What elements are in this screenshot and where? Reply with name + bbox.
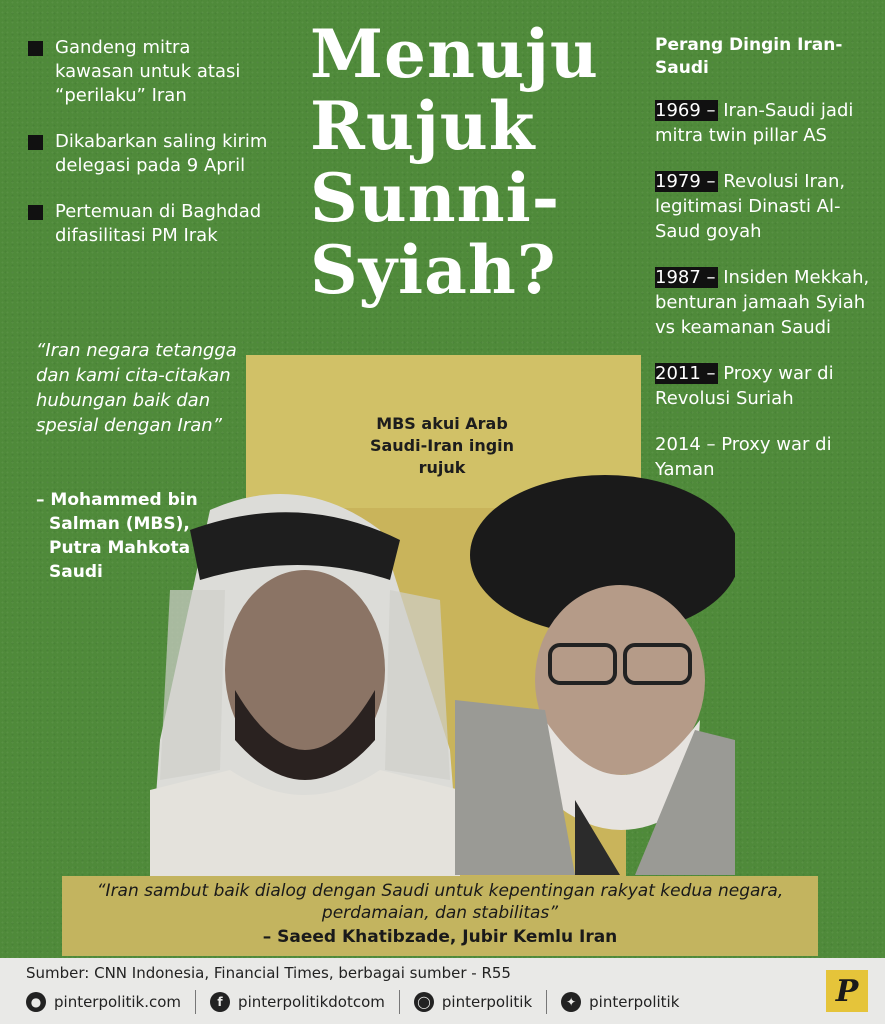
bullet-item [28, 200, 268, 248]
bullet-text: Pertemuan di Baghdad difasilitasi PM Irak [55, 201, 262, 246]
title-line: Rujuk [310, 87, 536, 165]
bullet-text: Dikabarkan saling kirim delegasi pada 9 April [55, 131, 268, 176]
bottom-quote-box [62, 876, 818, 956]
timeline-item [655, 432, 875, 482]
divider [546, 990, 547, 1014]
mbs-portrait-image [150, 490, 460, 880]
source-text: Sumber: CNN Indonesia, Financial Times, berbagai sumber - R55 [26, 964, 511, 982]
timeline-item [655, 98, 875, 148]
timeline-year: 1969 – [655, 100, 716, 121]
timeline-text: Insiden Mekkah, benturan jamaah Syiah vs keamanan Saudi [655, 267, 870, 338]
globe-icon: ● [26, 992, 46, 1012]
twitter-link[interactable] [561, 992, 679, 1012]
timeline-text: Revolusi Iran, legitimasi Dinasti Al-Saud goyah [655, 171, 846, 242]
bullet-square-icon [28, 41, 43, 56]
mbs-quote: “Iran negara tetangga dan kami cita-citakan hubungan baik dan spesial dengan Iran” [36, 340, 237, 436]
timeline-text: Proxy war di Revolusi Suriah [655, 363, 834, 409]
instagram-link[interactable] [414, 992, 532, 1012]
timeline-text: 2014 – Proxy war di Yaman [655, 434, 832, 480]
facebook-icon: f [210, 992, 230, 1012]
mbs-attribution-line2: Salman (MBS), Putra Mahkota Saudi [49, 514, 191, 582]
timeline-item [655, 361, 875, 411]
bullet-square-icon [28, 205, 43, 220]
timeline-item [655, 265, 875, 340]
instagram-icon: ◯ [414, 992, 434, 1012]
instagram-label: pinterpolitik [441, 993, 533, 1011]
timeline-text: Iran-Saudi jadi mitra twin pillar AS [655, 100, 854, 146]
mbs-attribution-line1: – Mohammed bin [36, 490, 198, 510]
timeline-year: 2011 – [655, 363, 716, 384]
title-line: Sunni- [310, 159, 561, 237]
social-links [26, 990, 679, 1014]
bullet-square-icon [28, 135, 43, 150]
divider [399, 990, 400, 1014]
twitter-icon: ✦ [561, 992, 581, 1012]
bullet-item [28, 36, 268, 108]
website-link[interactable] [26, 992, 181, 1012]
facebook-link[interactable] [210, 992, 385, 1012]
timeline-item [655, 169, 875, 244]
bottom-quote-text: “Iran sambut baik dialog dengan Saudi untuk kepentingan rakyat kedua negara, perdamaian, dan stabilitas” [96, 881, 784, 923]
footer [0, 958, 885, 1024]
timeline-year: 1987 – [655, 267, 716, 288]
twitter-label: pinterpolitik [589, 993, 680, 1011]
khamenei-portrait-image [455, 470, 735, 875]
bullet-text: Gandeng mitra kawasan untuk atasi “perilaku” Iran [55, 37, 241, 106]
main-title [310, 15, 599, 309]
timeline [655, 34, 875, 503]
website-label: pinterpolitik.com [54, 993, 182, 1011]
divider [195, 990, 196, 1014]
title-line: Syiah? [310, 231, 557, 309]
bullet-item [28, 130, 268, 178]
bullet-list [28, 36, 268, 270]
timeline-heading: Perang Dingin Iran-Saudi [655, 35, 843, 78]
facebook-label: pinterpolitikdotcom [238, 993, 385, 1011]
timeline-year: 1979 – [655, 171, 716, 192]
pinterpolitik-logo: P [826, 970, 868, 1012]
bottom-quote-attribution: – Saeed Khatibzade, Jubir Kemlu Iran [262, 927, 618, 947]
title-line: Menuju [310, 15, 599, 93]
center-caption: MBS akui Arab Saudi-Iran ingin rujuk [369, 414, 515, 477]
